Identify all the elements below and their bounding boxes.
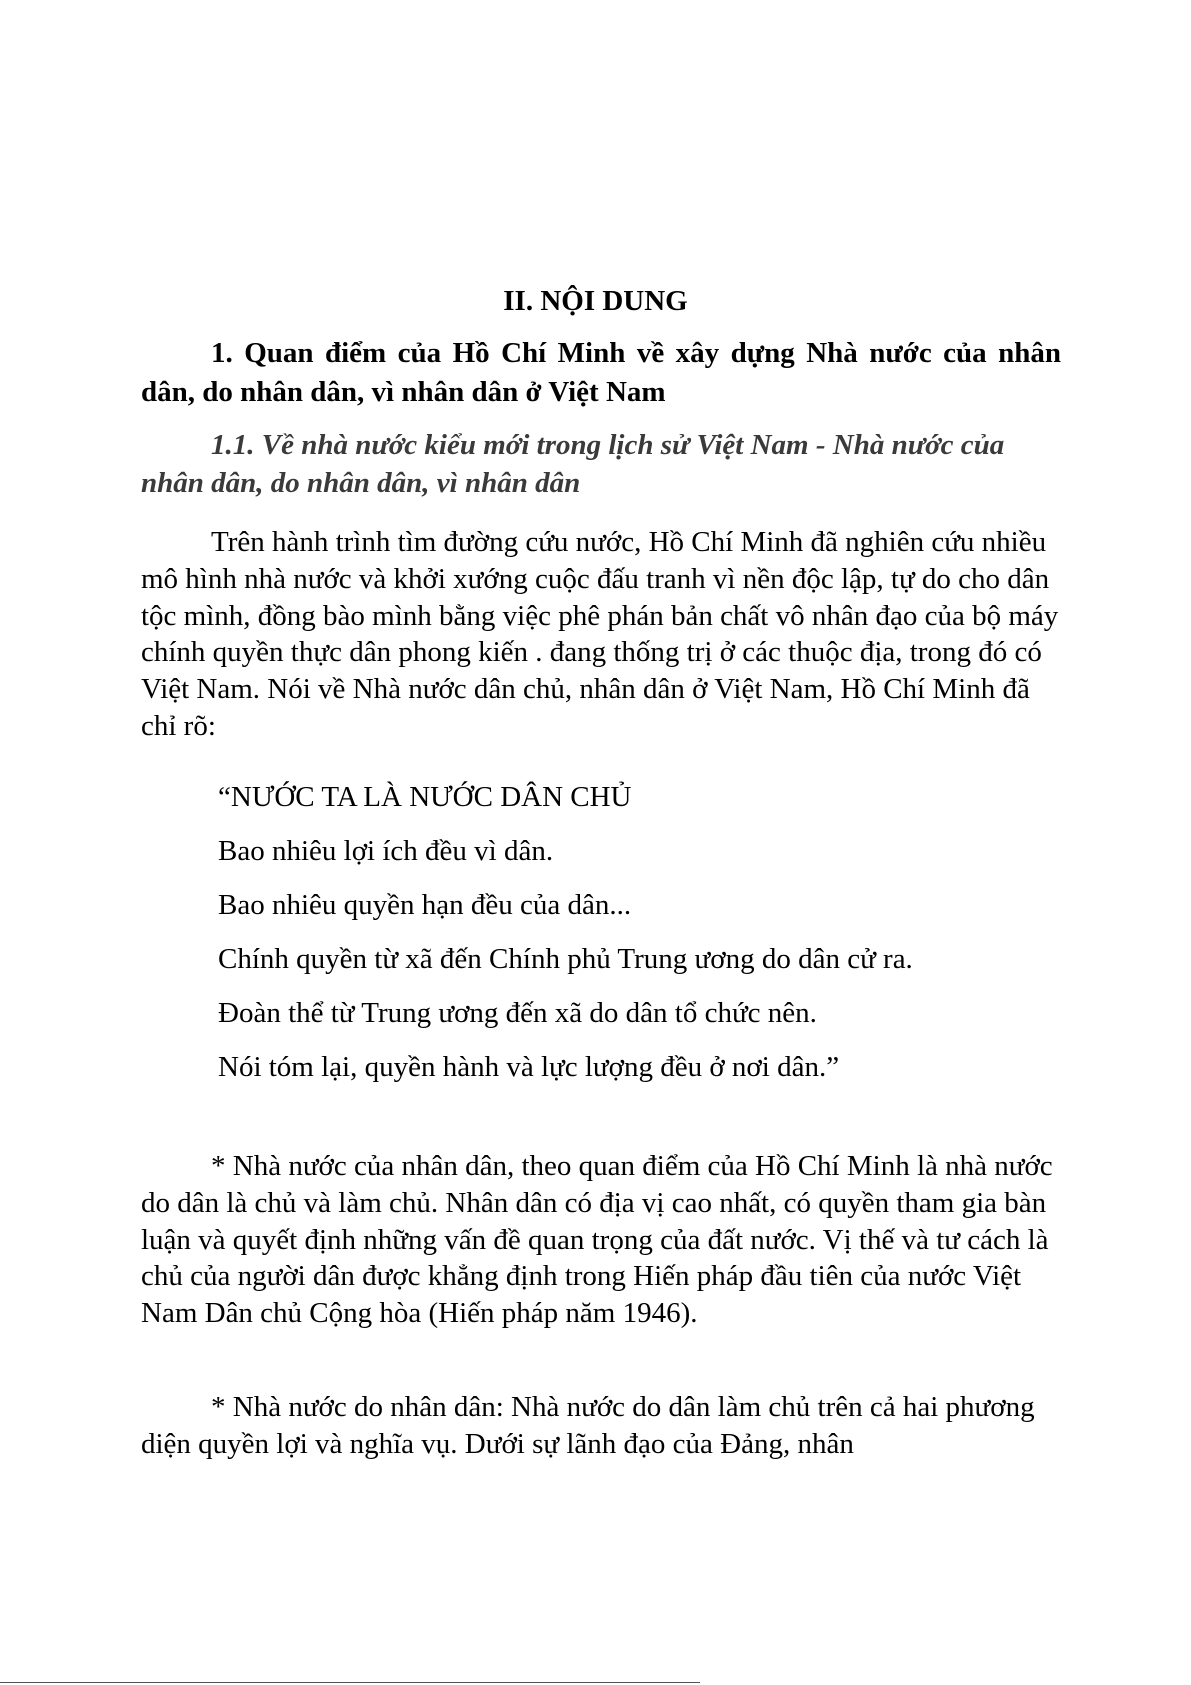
- section-title: II. NỘI DUNG: [503, 285, 688, 317]
- quote-line: Bao nhiêu quyền hạn đều của dân...: [218, 889, 632, 921]
- quote-block: [218, 770, 1068, 1094]
- subheading: 1.1. Về nhà nước kiểu mới trong lịch sử Việt Nam - Nhà nước của nhân dân, do nhân dân, vì nhân dân: [141, 429, 1005, 499]
- paragraph-intro: Trên hành trình tìm đường cứu nước, Hồ Chí Minh đã nghiên cứu nhiều mô hình nhà nước và khởi xướng cuộc đấu tranh vì nền độc lập, tự do cho dân tộc mình, đồng bào mình bằng việc phê phán bản chất vô nhân đạo của bộ máy chính quyền thực dân phong kiến . đang thống trị ở các thuộc địa, trong đó có Việt Nam. Nói về Nhà nước dân chủ, nhân dân ở Việt Nam, Hồ Chí Minh đã chỉ rõ:: [141, 526, 1059, 742]
- quote-line: “NƯỚC TA LÀ NƯỚC DÂN CHỦ: [218, 781, 632, 813]
- quote-line: Chính quyền từ xã đến Chính phủ Trung ương do dân cử ra.: [218, 943, 913, 975]
- main-heading: 1. Quan điểm của Hồ Chí Minh về xây dựng Nhà nước của nhân dân, do nhân dân, vì nhân dân ở Việt Nam: [141, 337, 1061, 408]
- paragraph-state-by-people: * Nhà nước do nhân dân: Nhà nước do dân làm chủ trên cả hai phương diện quyền lợi và nghĩa vụ. Dưới sự lãnh đạo của Đảng, nhân: [141, 1391, 1035, 1460]
- quote-line: Nói tóm lại, quyền hành và lực lượng đều ở nơi dân.”: [218, 1051, 840, 1083]
- footer-divider: [0, 1682, 700, 1683]
- quote-line: Bao nhiêu lợi ích đều vì dân.: [218, 835, 554, 867]
- paragraph-people-owned-state: * Nhà nước của nhân dân, theo quan điểm của Hồ Chí Minh là nhà nước do dân là chủ và làm chủ. Nhân dân có địa vị cao nhất, có quyền tham gia bàn luận và quyết định những vấn đề quan trọng của đất nước. Vị thế và tư cách là chủ của người dân được khẳng định trong Hiến pháp đầu tiên của nước Việt Nam Dân chủ Cộng hòa (Hiến pháp năm 1946).: [141, 1150, 1053, 1330]
- quote-line: Đoàn thể từ Trung ương đến xã do dân tổ chức nên.: [218, 997, 817, 1029]
